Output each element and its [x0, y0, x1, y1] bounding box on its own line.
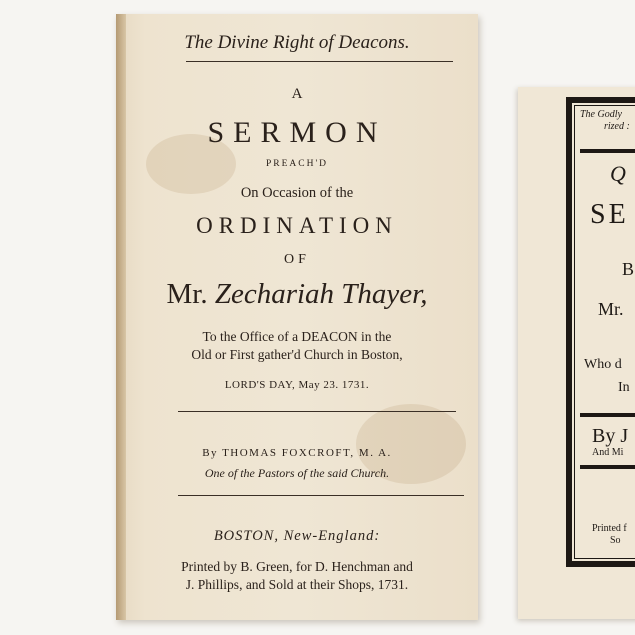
right-rule — [580, 149, 635, 153]
right-header — [580, 109, 630, 133]
right-line-so: So — [610, 535, 621, 546]
right-line-printed: Printed f — [592, 523, 627, 534]
article-a: A — [291, 86, 303, 102]
ordination-line: ORDINATION — [196, 213, 398, 238]
mr-prefix: Mr. — [166, 278, 208, 310]
lower-rule — [178, 495, 464, 496]
right-rule — [580, 413, 635, 417]
name-line — [116, 278, 478, 311]
right-header-line-2: rized : — [604, 121, 630, 132]
right-rule — [580, 465, 635, 469]
middle-rule — [178, 411, 456, 412]
left-pamphlet — [116, 14, 478, 620]
right-line-in: In — [618, 380, 630, 395]
preached-line: PREACH'D — [265, 159, 329, 169]
right-title-fragment: SE — [590, 199, 629, 230]
right-line-mr: Mr. — [598, 299, 624, 319]
author-line: By THOMAS FOXCROFT, M. A. — [202, 447, 392, 459]
printer-line: Printed by B. Green, for D. Henchman and — [181, 559, 413, 574]
printer-line-2: J. Phillips, and Sold at their Shops, 1731. — [185, 577, 409, 592]
sermon-title: SERMON — [207, 116, 387, 149]
office-line: To the Office of a DEACON in the — [202, 329, 392, 344]
deacon-name: Zechariah Thayer, — [214, 278, 428, 310]
right-line-and: And Mi — [592, 447, 624, 458]
right-line-who: Who d — [584, 357, 622, 372]
right-header-line-1: The Godly — [580, 109, 622, 120]
right-pamphlet — [518, 87, 635, 619]
date-line: LORD'S DAY, May 23. 1731. — [224, 379, 370, 391]
top-rule — [186, 61, 453, 62]
pastors-line: One of the Pastors of the said Church. — [204, 466, 390, 480]
running-title: The Divine Right of Deacons. — [184, 32, 410, 53]
right-ornament: Q — [610, 161, 626, 186]
church-line: Old or First gather'd Church in Boston, — [191, 347, 403, 362]
of-line: OF — [284, 252, 310, 267]
occasion-line: On Occasion of the — [240, 185, 354, 201]
city-line: BOSTON, New-England: — [213, 528, 381, 544]
right-line-by: By J — [592, 425, 629, 447]
right-line-b: B — [622, 259, 635, 279]
right-imprint — [592, 523, 627, 547]
